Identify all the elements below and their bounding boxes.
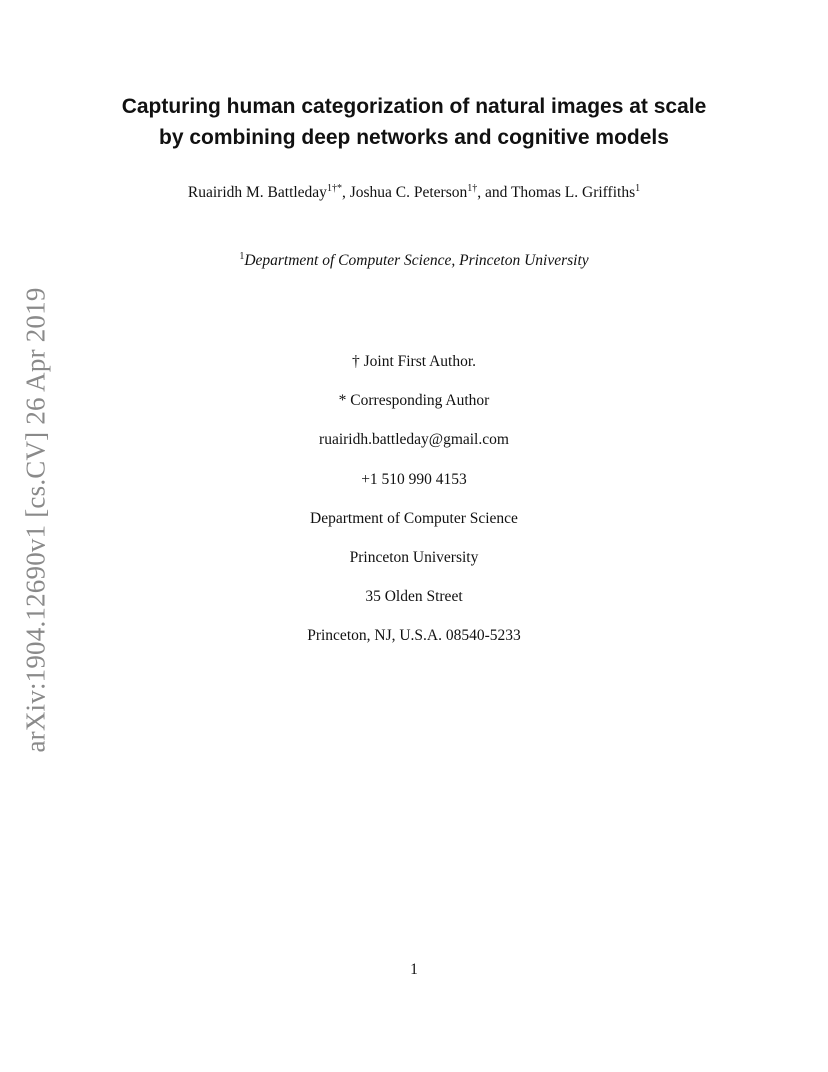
author-name: Joshua C. Peterson <box>349 184 468 201</box>
contact-department: Department of Computer Science <box>310 509 518 527</box>
affiliation-text: Department of Computer Science, Princeton University <box>244 252 589 269</box>
page-number: 1 <box>410 961 418 978</box>
paper-title-line-2: by combining deep networks and cognitive models <box>159 126 669 149</box>
paper-title-line-1: Capturing human categorization of natural images at scale <box>121 95 707 118</box>
contact-university: Princeton University <box>349 548 479 566</box>
author-affiliation-marks: 1 <box>635 183 641 194</box>
contact-block <box>0 351 828 665</box>
paper-title <box>0 91 828 153</box>
corresponding-author-note: * Corresponding Author <box>338 392 490 410</box>
joint-first-author-note: † Joint First Author. <box>351 353 477 370</box>
author-affiliation-marks: 1†* <box>326 183 342 194</box>
author-separator: , and <box>477 184 511 201</box>
contact-street: 35 Olden Street <box>365 588 463 606</box>
author-separator: , <box>341 184 350 201</box>
contact-email: ruairidh.battleday@gmail.com <box>319 431 509 449</box>
author-name: Ruairidh M. Battleday <box>187 184 327 201</box>
contact-phone: +1 510 990 4153 <box>361 470 467 488</box>
arxiv-identifier-stamp: arXiv:1904.12690v1 [cs.CV] 26 Apr 2019 <box>20 287 51 753</box>
author-affiliation-marks: 1† <box>467 183 478 194</box>
author-name: Thomas L. Griffiths <box>510 184 636 201</box>
contact-city: Princeton, NJ, U.S.A. 08540-5233 <box>307 627 521 645</box>
affiliation-mark: 1 <box>239 251 245 262</box>
affiliation <box>0 250 828 272</box>
author-list <box>0 182 828 204</box>
